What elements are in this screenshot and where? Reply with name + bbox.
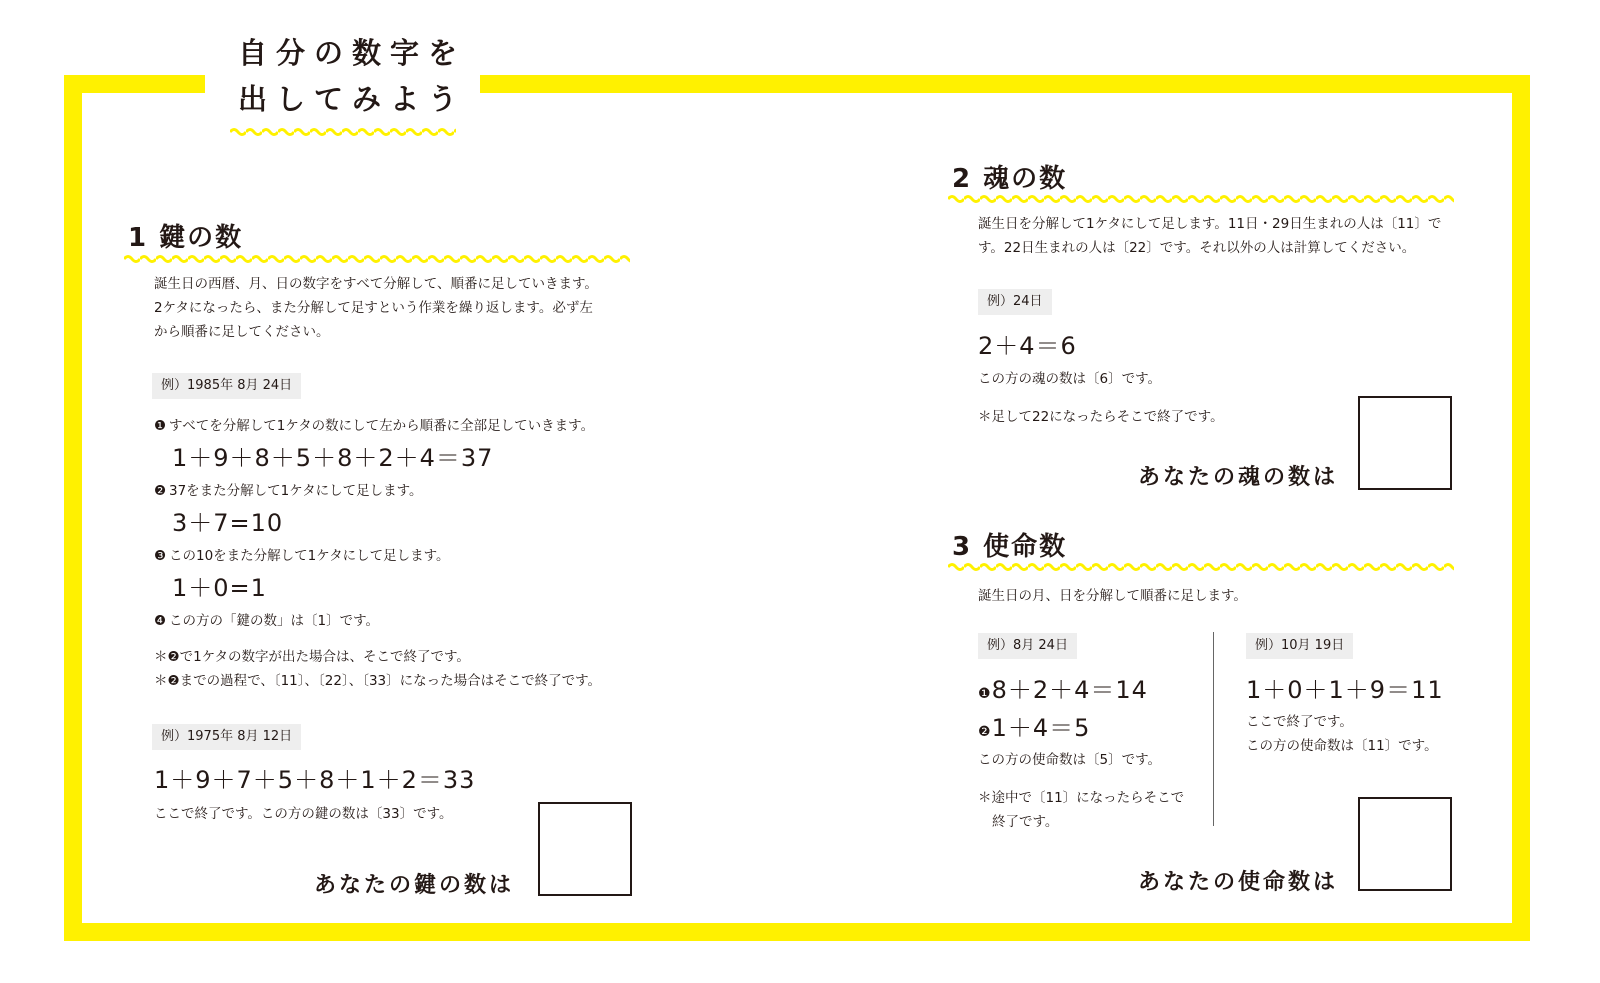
page-title <box>238 30 498 122</box>
key-answer-label: あなたの鍵の数は <box>314 873 515 898</box>
step-marker: ❸ <box>154 548 167 564</box>
mission-ex2-result-line1: ここで終了です。 <box>1246 714 1353 730</box>
soul-answer-box[interactable] <box>1358 396 1452 490</box>
step-marker: ❶ <box>978 686 992 702</box>
step-equation: 8＋2＋4＝14 <box>991 676 1148 704</box>
key-step2-equation: 3＋7=10 <box>172 509 284 537</box>
description-line: す。22日生まれの人は〔22〕です。それ以外の人は計算してください。 <box>978 240 1416 256</box>
key-number-underline-wave <box>124 254 630 264</box>
page-title-line1: 自分の数字を <box>238 36 467 70</box>
mission-answer-box[interactable] <box>1358 797 1452 891</box>
key-example2-label: 例）1975年 8月 12日 <box>152 724 301 750</box>
key-step4 <box>154 609 379 629</box>
key-step3-equation: 1＋0=1 <box>172 574 267 602</box>
key-number-title: 1 鍵の数 <box>128 223 244 253</box>
key-step3 <box>154 544 450 564</box>
key-answer-box[interactable] <box>538 802 632 896</box>
step-marker: ❷ <box>154 483 167 499</box>
key-step2 <box>154 479 423 499</box>
mission-ex2-result-line2: この方の使命数は〔11〕です。 <box>1246 738 1438 754</box>
mission-answer-label: あなたの使命数は <box>1138 870 1339 895</box>
mission-number-underline-wave <box>948 562 1454 572</box>
step-text: 37をまた分解して1ケタにして足します。 <box>169 483 423 499</box>
key-example2-equation: 1＋9＋7＋5＋8＋1＋2＝33 <box>154 766 476 794</box>
mission-ex1-step2 <box>978 708 1090 743</box>
key-note2: ＊❷までの過程で、〔11〕、〔22〕、〔33〕になった場合はそこで終了です。 <box>154 673 602 689</box>
step-equation: 1＋4＝5 <box>991 714 1091 742</box>
step-marker: ❷ <box>978 724 992 740</box>
description-line: から順番に足してください。 <box>154 324 330 340</box>
page-title-line2: 出してみよう <box>238 82 467 116</box>
soul-example-equation: 2＋4＝6 <box>978 332 1077 360</box>
step-text: この10をまた分解して1ケタにして足します。 <box>169 548 450 564</box>
mission-ex2-equation: 1＋0＋1＋9＝11 <box>1246 676 1444 704</box>
key-number-description <box>154 272 598 344</box>
description-line: 誕生日を分解して1ケタにして足します。11日・29日生まれの人は〔11〕で <box>978 216 1442 232</box>
soul-number-title: 2 魂の数 <box>952 164 1068 194</box>
mission-example1-label: 例）8月 24日 <box>978 633 1077 659</box>
mission-ex1-note-line1: ＊途中で〔11〕になったらそこで <box>978 790 1185 806</box>
step-marker: ❶ <box>154 418 167 434</box>
description-line: 2ケタになったら、また分解して足すという作業を繰り返します。必ず左 <box>154 300 593 316</box>
step-text: すべてを分解して1ケタの数にして左から順番に全部足していきます。 <box>169 418 595 434</box>
soul-example-result: この方の魂の数は〔6〕です。 <box>978 371 1162 387</box>
key-example2-result: ここで終了です。この方の鍵の数は〔33〕です。 <box>154 806 453 822</box>
title-underline-wave <box>230 127 456 137</box>
key-example1-label: 例）1985年 8月 24日 <box>152 373 301 399</box>
soul-example-label: 例）24日 <box>978 289 1052 315</box>
key-step1 <box>154 414 594 434</box>
key-step1-equation: 1＋9＋8＋5＋8＋2＋4＝37 <box>172 444 494 472</box>
mission-example2-label: 例）10月 19日 <box>1246 633 1353 659</box>
mission-ex1-result: この方の使命数は〔5〕です。 <box>978 752 1162 768</box>
mission-ex1-note-line2: 終了です。 <box>992 814 1059 830</box>
description-line: 誕生日の西暦、月、日の数字をすべて分解して、順番に足していきます。 <box>154 276 598 292</box>
soul-note: ＊足して22になったらそこで終了です。 <box>978 409 1224 425</box>
mission-number-title: 3 使命数 <box>952 532 1068 562</box>
soul-answer-label: あなたの魂の数は <box>1138 465 1339 490</box>
key-note1: ＊❷で1ケタの数字が出た場合は、そこで終了です。 <box>154 649 470 665</box>
step-text: この方の「鍵の数」は〔1〕です。 <box>169 613 380 629</box>
mission-number-description: 誕生日の月、日を分解して順番に足します。 <box>978 588 1247 604</box>
soul-number-underline-wave <box>948 194 1454 204</box>
mission-ex1-step1 <box>978 670 1148 705</box>
soul-number-description <box>978 212 1441 260</box>
column-divider <box>1213 632 1214 826</box>
step-marker: ❹ <box>154 613 167 629</box>
